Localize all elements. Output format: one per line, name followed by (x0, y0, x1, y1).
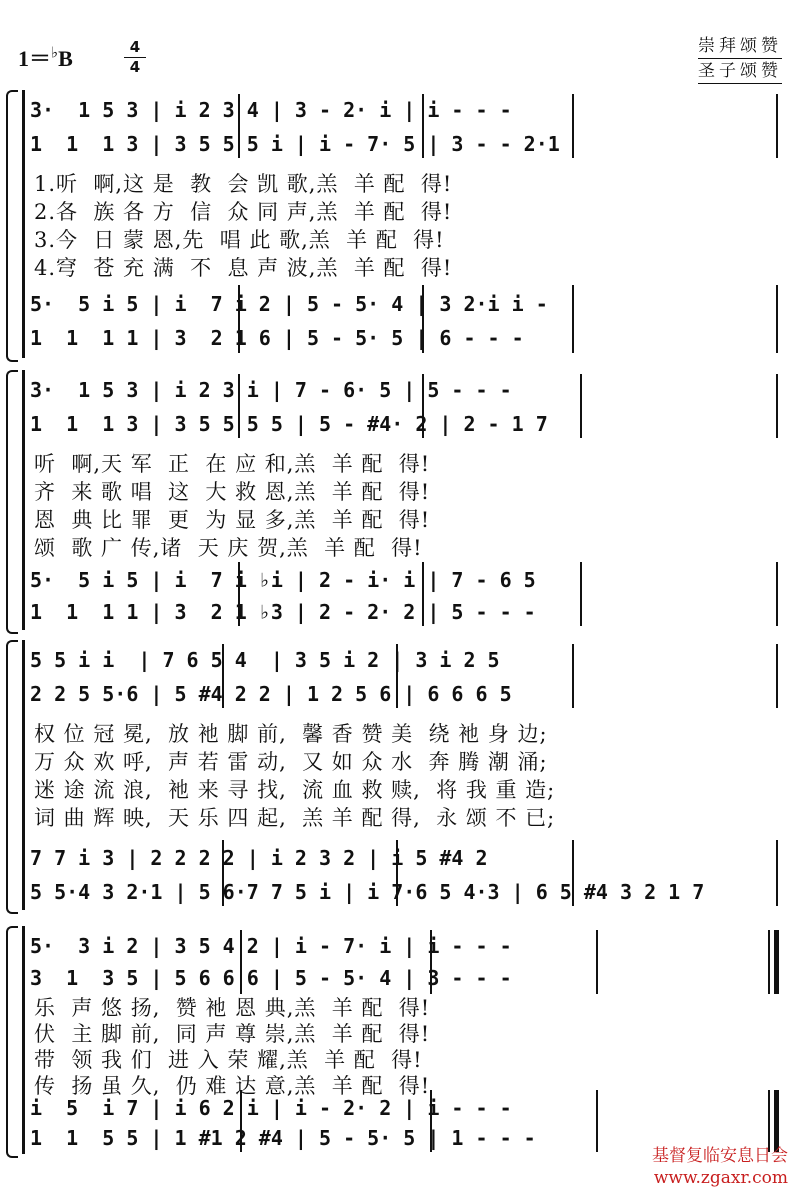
lyric-verse-2: 伏 主 脚 前, 同 声 尊 崇,羔 羊 配 得! (34, 1022, 431, 1046)
site-url[interactable]: www.zgaxr.com (653, 1168, 788, 1188)
lyric-verse-4: 传 扬 虽 久, 仍 难 达 意,羔 羊 配 得! (34, 1074, 431, 1098)
time-signature (124, 40, 146, 75)
lyric-verse-3: 恩 典 比 罪 更 为 显 多,羔 羊 配 得! (34, 508, 431, 532)
lyric-verse-4: 4.穹 苍 充 满 不 息 声 波,羔 羊 配 得! (34, 256, 453, 280)
tenor-line: 5· 5 i 5 | i 7 i 2 | 5 - 5· 4 | 3 2·i i - (30, 292, 548, 316)
alto-line: 1 1 1 3 | 3 5 5 5 i | i - 7· 5 | 3 - - 2·1 (30, 132, 560, 156)
tenor-line: 7 7 i 3 | 2 2 2 2 | i 2 3 2 | i 5 #4 2 (30, 846, 488, 870)
score-system-4 (0, 926, 800, 1156)
site-watermark (652, 1145, 788, 1189)
meter-top: 4 (129, 38, 141, 56)
lyric-verse-2: 万 众 欢 呼, 声 若 雷 动, 又 如 众 水 奔 腾 潮 涌; (34, 750, 548, 774)
lyric-verse-3: 迷 途 流 浪, 衪 来 寻 找, 流 血 救 赎, 将 我 重 造; (34, 778, 556, 802)
flat-sign: ♭ (51, 45, 59, 62)
soprano-line: 5 5 i i | 7 6 5 4 | 3 5 i 2 | 3 i 2 5 (30, 648, 500, 672)
bass-line: 1 1 5 5 | 1 #1 2 #4 | 5 - 5· 5 | 1 - - - (30, 1126, 536, 1150)
lyric-verse-1: 听 啊,天 军 正 在 应 和,羔 羊 配 得! (34, 452, 431, 476)
score-system-2 (0, 370, 800, 630)
alto-line: 3 1 3 5 | 5 6 6 6 | 5 - 5· 4 | 3 - - - (30, 966, 512, 990)
credit-category: 崇拜颂赞 (698, 34, 782, 59)
lyric-verse-4: 词 曲 辉 映, 天 乐 四 起, 羔 羊 配 得, 永 颂 不 已; (34, 806, 556, 830)
bass-line: 1 1 1 1 | 3 2 1 6 | 5 - 5· 5 | 6 - - - (30, 326, 524, 350)
soprano-line: 3· 1 5 3 | i 2 3 4 | 3 - 2· i | i - - - (30, 98, 512, 122)
lyric-verse-1: 1.听 啊,这 是 教 会 凯 歌,羔 羊 配 得! (34, 172, 453, 196)
key-signature: 1＝♭B (18, 45, 73, 71)
alto-line: 2 2 5 5·6 | 5 #4 2 2 | 1 2 5 6 | 6 6 6 5 (30, 682, 512, 706)
lyric-verse-4: 颂 歌 广 传,诸 天 庆 贺,羔 羊 配 得! (34, 536, 423, 560)
score-system-3 (0, 640, 800, 910)
alto-line: 1 1 1 3 | 3 5 5 5 5 | 5 - #4· 2 | 2 - 1 7 (30, 412, 548, 436)
lyric-verse-3: 3.今 日 蒙 恩,先 唱 此 歌,羔 羊 配 得! (34, 228, 445, 252)
site-name: 基督复临安息日会 (652, 1146, 788, 1166)
tenor-line: 5· 5 i 5 | i 7 i ♭i | 2 - i· i | 7 - 6 5 (30, 568, 536, 592)
hymn-credit (698, 34, 782, 84)
tenor-line: i 5 i 7 | i 6 2 i | i - 2· 2 | i - - - (30, 1096, 512, 1120)
lyric-verse-2: 齐 来 歌 唱 这 大 救 恩,羔 羊 配 得! (34, 480, 431, 504)
credit-subcategory: 圣子颂赞 (698, 59, 782, 84)
lyric-verse-1: 乐 声 悠 扬, 赞 衪 恩 典,羔 羊 配 得! (34, 996, 431, 1020)
lyric-verse-2: 2.各 族 各 方 信 众 同 声,羔 羊 配 得! (34, 200, 453, 224)
lyric-verse-3: 带 领 我 们 进 入 荣 耀,羔 羊 配 得! (34, 1048, 423, 1072)
soprano-line: 3· 1 5 3 | i 2 3 i | 7 - 6· 5 | 5 - - - (30, 378, 512, 402)
score-system-1 (0, 90, 800, 360)
bass-line: 1 1 1 1 | 3 2 1 ♭3 | 2 - 2· 2 | 5 - - - (30, 600, 536, 624)
meter-bottom: 4 (129, 58, 141, 76)
bass-line: 5 5·4 3 2·1 | 5 6·7 7 5 i | i 7·6 5 4·3 | 6 5 #4 3 2 1 7 (30, 880, 705, 904)
lyric-verse-1: 权 位 冠 冕, 放 衪 脚 前, 馨 香 赞 美 绕 衪 身 边; (34, 722, 548, 746)
soprano-line: 5· 3 i 2 | 3 5 4 2 | i - 7· i | i - - - (30, 934, 512, 958)
